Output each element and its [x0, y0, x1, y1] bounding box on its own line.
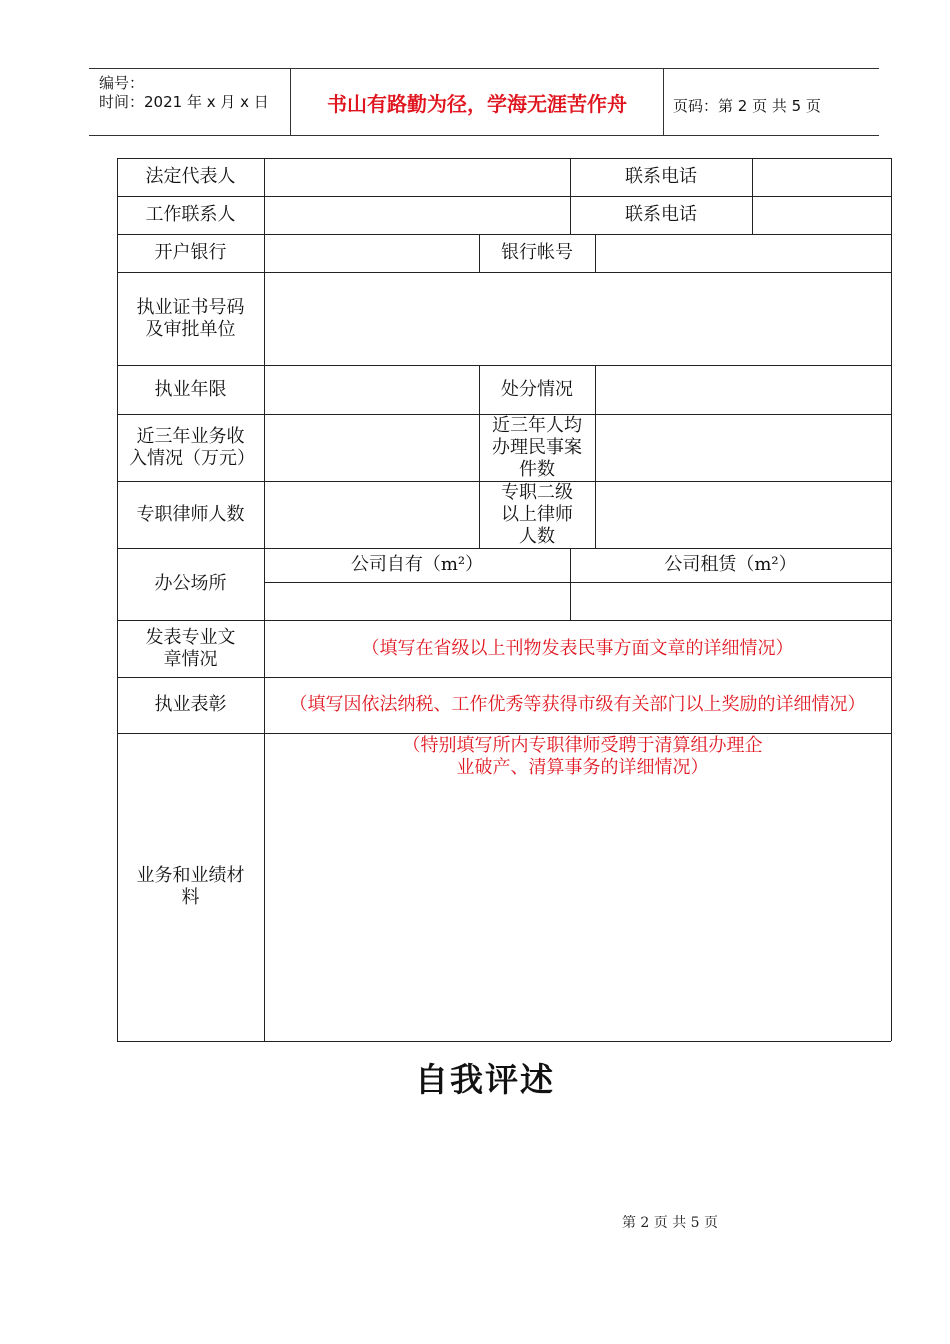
- field-contact-phone[interactable]: [752, 158, 891, 196]
- field-penalty[interactable]: [595, 365, 891, 414]
- label-articles: 发表专业文章情况: [145, 626, 236, 670]
- section-title: 自我评述: [415, 1060, 555, 1099]
- header-top-rule: [89, 68, 879, 69]
- label-office-leased: 公司租赁（m²）: [664, 554, 797, 575]
- label-bank-account: 银行帐号: [501, 242, 573, 263]
- field-legal-rep[interactable]: [264, 158, 570, 196]
- label-practice-years: 执业年限: [154, 378, 227, 400]
- label-achievements: 业务和业绩材料: [136, 865, 245, 908]
- field-bank[interactable]: [264, 234, 479, 272]
- field-license[interactable]: [264, 272, 891, 365]
- header-motto: 书山有路勤为径，学海无涯苦作舟: [327, 92, 627, 116]
- label-license: 执业证书号码及审批单位: [136, 296, 245, 340]
- field-avg-cases[interactable]: [595, 414, 891, 481]
- label-contact-phone: 联系电话: [625, 204, 697, 225]
- label-legal-rep: 法定代表人: [145, 166, 236, 187]
- serial-label: 编号：: [99, 74, 145, 92]
- label-fulltime-lawyers: 专职律师人数: [136, 503, 245, 525]
- label-work-contact: 工作联系人: [145, 204, 236, 225]
- field-achievements[interactable]: （特别填写所内专职律师受聘于清算组办理企业破产、清算事务的详细情况）: [402, 735, 763, 778]
- page-footer: 第 2 页 共 5 页: [621, 1215, 719, 1231]
- field-articles[interactable]: （填写在省级以上刊物发表民事方面文章的详细情况）: [361, 637, 794, 659]
- label-income: 近三年业务收入情况（万元）: [129, 425, 255, 469]
- field-income[interactable]: [264, 414, 479, 481]
- time-label: 时间：2021 年 x 月 x 日: [99, 93, 269, 111]
- field-office-owned[interactable]: [264, 582, 570, 620]
- label-awards: 执业表彰: [154, 694, 227, 715]
- label-contact-phone: 联系电话: [625, 166, 697, 187]
- field-office-leased[interactable]: [570, 582, 891, 620]
- field-awards[interactable]: （填写因依法纳税、工作优秀等获得市级有关部门以上奖励的详细情况）: [289, 694, 866, 715]
- page-info: 页码：第 2 页 共 5 页: [673, 97, 821, 115]
- label-level2-lawyers: 专职二级以上律师人数: [501, 481, 573, 547]
- label-avg-cases: 近三年人均办理民事案件数: [492, 414, 582, 480]
- label-penalty: 处分情况: [501, 378, 573, 400]
- label-office: 办公场所: [154, 573, 227, 594]
- field-contact-phone[interactable]: [752, 196, 891, 234]
- field-bank-account[interactable]: [595, 234, 891, 272]
- label-office-owned: 公司自有（m²）: [350, 554, 484, 575]
- field-level2-lawyers[interactable]: [595, 481, 891, 548]
- field-practice-years[interactable]: [264, 365, 479, 414]
- field-fulltime-lawyers[interactable]: [264, 481, 479, 548]
- field-work-contact[interactable]: [264, 196, 570, 234]
- header-divider: [663, 68, 664, 135]
- header-bottom-rule: [89, 135, 879, 136]
- label-bank: 开户银行: [154, 242, 227, 263]
